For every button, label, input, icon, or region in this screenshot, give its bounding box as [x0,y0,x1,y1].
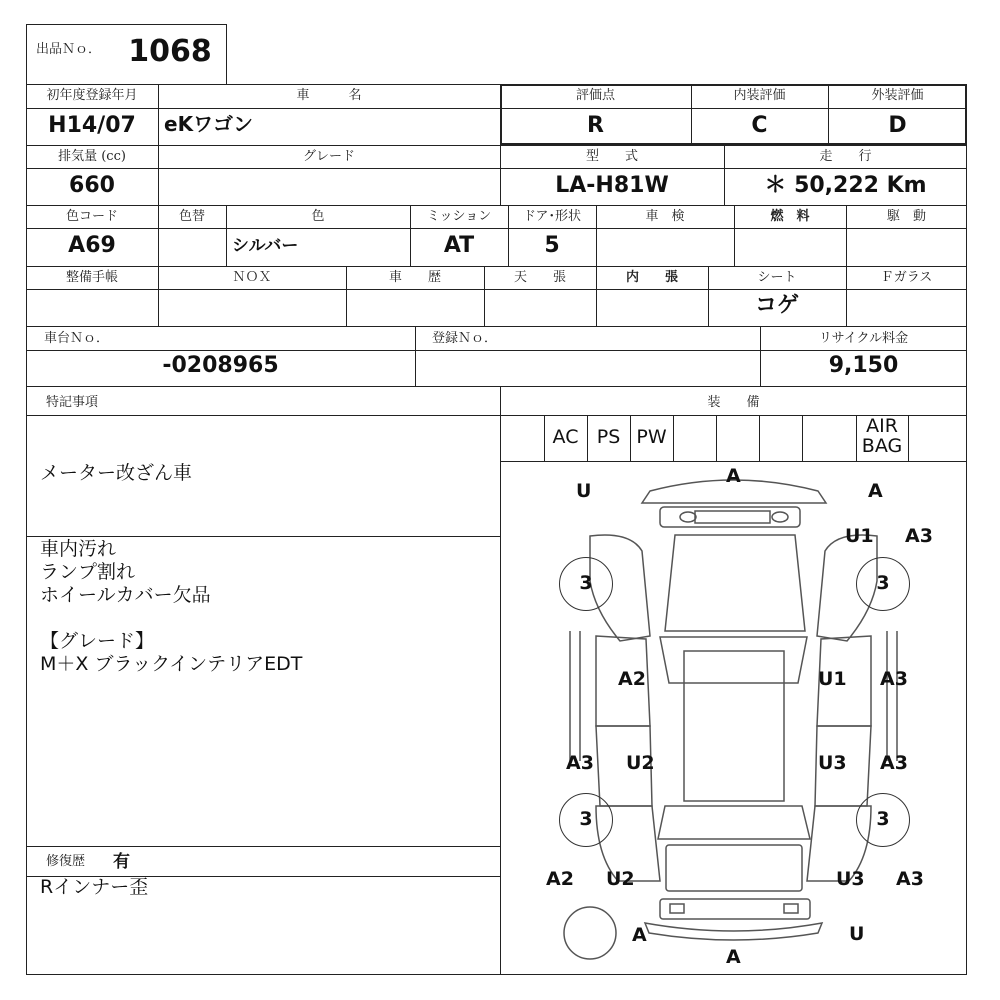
car-name-label: 車 名 [296,88,362,103]
exterior-value: D [888,113,907,138]
wheel-front-right: 3 [856,557,910,611]
lot-label: 出品Ｎｏ． [36,42,102,57]
mark-left-rear-2: U2 [606,868,635,890]
maintenance-label: 整備手帳 [65,270,118,285]
displacement-label: 排気量 (cc) [58,149,126,164]
door-value: 5 [544,233,560,258]
mark-right-rear-2: A3 [896,868,924,890]
lot-number: 1068 [128,34,212,69]
score-label: 評価点 [575,88,615,103]
score-value: R [587,113,604,138]
displacement-value: 660 [69,173,115,198]
first-reg-label: 初年度登録年月 [46,88,138,103]
interior-value: C [751,113,768,138]
color-value: シルバー [232,236,299,256]
chassis-label: 車台Ｎｏ． [44,331,110,346]
mark-front-right: A [868,480,883,502]
mark-right-rear-door-1: U3 [818,752,847,774]
mark-left-front-door: A2 [618,668,646,690]
wheel-rear-right: 3 [856,793,910,847]
car-name-value: eKワゴン [164,112,254,136]
repaint-label: 色替 [178,209,205,224]
fglass-label: Ｆガラス [880,270,933,285]
mark-right-rear-1: U3 [836,868,865,890]
exterior-label: 外装評価 [871,88,924,103]
seat-value: コゲ [754,293,799,318]
mark-rear-left: A [632,924,647,946]
mark-right-fender-2: A3 [905,525,933,547]
mark-rear-right: U [849,923,865,945]
repair-label: 修復歴 [46,854,86,869]
chassis-value: -0208965 [162,353,279,378]
repair-detail: Rインナー歪 [40,876,149,898]
mileage-value: ＊ 50,222 Km [764,173,927,198]
equip-airbag: AIR BAG [861,415,903,457]
mileage-label: 走 行 [819,149,872,164]
recycle-label: リサイクル料金 [818,331,909,346]
car-diagram [500,461,967,975]
equip-pw: PW [636,426,667,448]
ceiling-label: 天 張 [513,270,566,285]
mark-front-left: U [576,480,592,502]
wheel-rear-left: 3 [559,793,613,847]
mark-left-rear-door-2: U2 [626,752,655,774]
wheel-front-left: 3 [559,557,613,611]
recycle-value: 9,150 [828,353,899,378]
mark-right-front-door-1: U1 [818,668,847,690]
mark-right-rear-door-2: A3 [880,752,908,774]
inspection-label: 車 検 [645,209,685,224]
notes-label: 特記事項 [46,395,99,410]
door-label: ドア･形状 [522,209,582,224]
nox-label: ＮＯＸ [232,270,272,285]
interior-label: 内装評価 [733,88,786,103]
mark-rear-bumper: A [726,946,741,968]
mission-value: AT [443,233,475,258]
color-code-value: A69 [68,233,116,258]
history-label: 車 歴 [388,270,441,285]
model-label: 型 式 [585,149,638,164]
notes-line1: メーター改ざん車 [40,462,193,484]
mark-left-rear-door-1: A3 [566,752,594,774]
drive-label: 駆 動 [886,209,926,224]
repair-value: 有 [113,852,130,872]
reg-label: 登録Ｎｏ． [432,331,498,346]
mark-front-bumper: A [726,465,741,487]
equipment-label: 装 備 [707,395,760,410]
inner-label: 内 張 [625,270,678,285]
equip-ac: AC [552,426,579,448]
grade-label: グレード [302,149,355,164]
mark-right-front-door-2: A3 [880,668,908,690]
mark-right-fender-1: U1 [845,525,874,547]
mark-left-rear-1: A2 [546,868,574,890]
first-reg-value: H14/07 [48,113,136,138]
color-code-label: 色コード [65,209,118,224]
mission-label: ミッション [426,209,492,224]
equip-ps: PS [596,426,621,448]
color-label: 色 [311,209,325,224]
seat-label: シート [757,270,797,285]
model-value: LA-H81W [555,173,669,198]
fuel-label: 燃 料 [770,209,810,224]
notes-line2: 車内汚れ ランプ割れ ホイールカバー欠品 【グレード】 M＋X ブラックインテリアEDT [40,538,303,675]
